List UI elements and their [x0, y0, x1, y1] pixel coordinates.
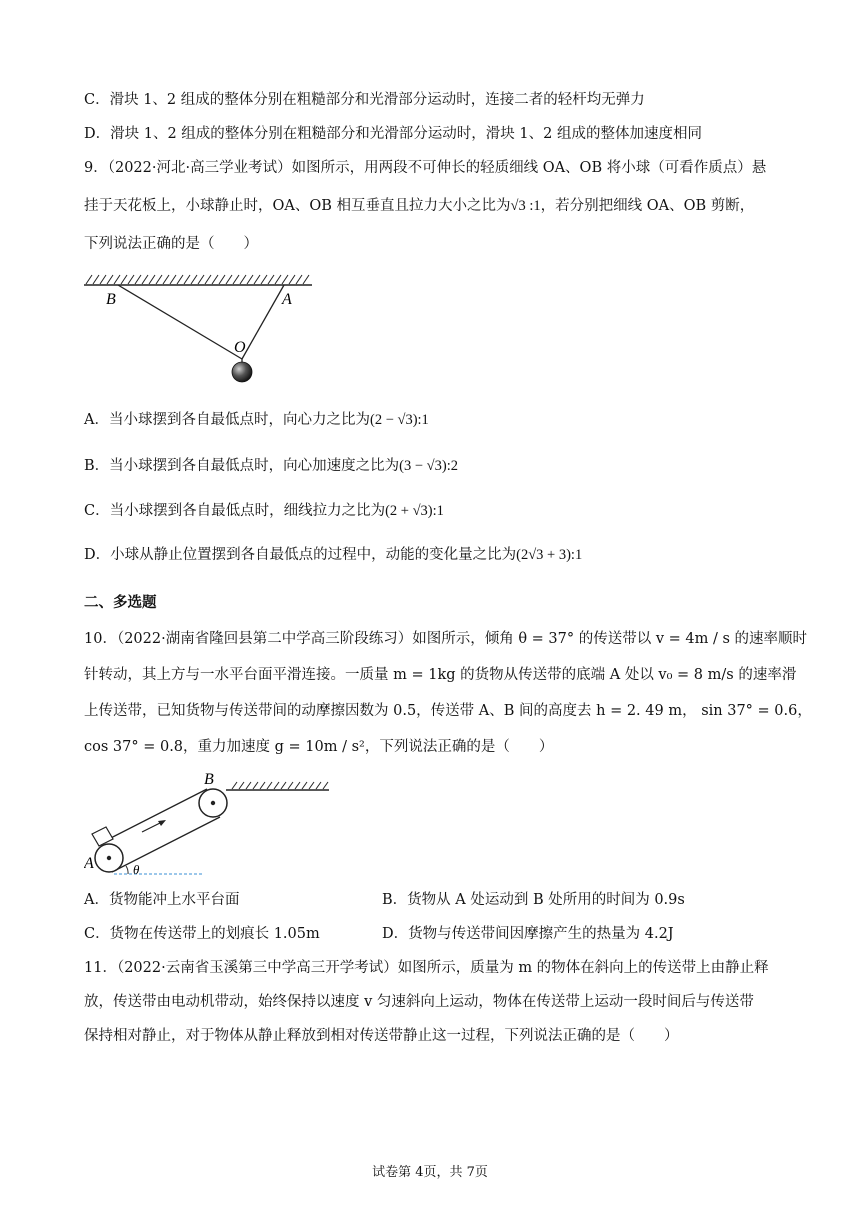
string-ob [118, 285, 242, 359]
ball [232, 362, 252, 382]
label-a: A [84, 855, 94, 872]
q10-stem-line1: 10．（2022·湖南省隆回县第二中学高三阶段练习）如图所示，倾角 θ = 37° 的传送带以 v = 4m / s 的速率顺时 [84, 631, 808, 647]
q10-conveyor-figure [84, 770, 334, 882]
q9-option-a-text: A．当小球摆到各自最低点时，向心力之比为 [84, 412, 370, 428]
q9-option-c-text: C．当小球摆到各自最低点时，细线拉力之比为 [84, 503, 386, 519]
q9-option-d [84, 545, 582, 565]
q9-option-b-math: (3 − √3):2 [399, 458, 458, 474]
q9-option-d-text: D．小球从静止位置摆到各自最低点的过程中，动能的变化量之比为 [84, 547, 517, 563]
q8-option-d: D．滑块 1、2 组成的整体分别在粗糙部分和光滑部分运动时，滑块 1、2 组成的整体加速度相同 [84, 126, 702, 142]
q10-option-a: A．货物能冲上水平台面 [84, 892, 240, 908]
q11-stem-line2: 放，传送带由电动机带动，始终保持以速度 v 匀速斜向上运动，物体在传送带上运动一段时间后与传送带 [84, 994, 754, 1010]
belt-top [99, 789, 207, 844]
q9-option-b [84, 456, 458, 476]
q11-stem-line3: 保持相对静止，对于物体从静止释放到相对传送带静止这一过程，下列说法正确的是（ ） [84, 1028, 679, 1044]
q9-stem-line2-b: ，若分别把细线 OA、OB 剪断， [540, 198, 755, 214]
label-a: A [282, 291, 292, 308]
q9-stem-line1: 9．（2022·河北·高三学业考试）如图所示，用两段不可伸长的轻质细线 OA、OB 将小球（可看作质点）悬 [84, 160, 767, 176]
label-o: O [234, 339, 246, 356]
q9-stem-line3: 下列说法正确的是（ ） [84, 236, 258, 252]
belt-bottom [112, 817, 220, 872]
q9-stem-line2 [84, 196, 754, 216]
q10-option-c: C．货物在传送带上的划痕长 1.05m [84, 926, 320, 942]
theta-arc [126, 866, 128, 874]
q9-option-d-math: (2√3 + 3):1 [516, 547, 583, 563]
q9-option-a [84, 410, 429, 430]
q8-option-c: C．滑块 1、2 组成的整体分别在粗糙部分和光滑部分运动时，连接二者的轻杆均无弹力 [84, 92, 645, 108]
q9-option-b-text: B．当小球摆到各自最低点时，向心加速度之比为 [84, 458, 400, 474]
cargo-box [92, 827, 113, 846]
label-b: B [204, 771, 214, 788]
page-footer: 试卷第 4页，共 7页 [372, 1165, 488, 1180]
q11-stem-line1: 11．（2022·云南省玉溪第三中学高三开学考试）如图所示，质量为 m 的物体在斜向上的传送带上由静止释 [84, 960, 769, 976]
q10-stem-line2: 针转动，其上方与一水平台面平滑连接。一质量 m = 1kg 的货物从传送带的底端 A 处以 v₀ = 8 m/s 的速率滑 [84, 667, 797, 683]
string-oa [242, 285, 284, 359]
q9-option-c-math: (2 + √3):1 [385, 503, 444, 519]
ceiling-hatching [86, 275, 309, 284]
q10-stem-line3: 上传送带，已知货物与传送带间的动摩擦因数为 0.5，传送带 A、B 间的高度去 h = 2. 49 m， sin 37° = 0.6， [84, 703, 812, 719]
q9-pendulum-figure [84, 272, 324, 392]
label-b: B [106, 291, 116, 308]
q9-ratio-math: √3 :1 [510, 198, 541, 214]
platform-hatching [232, 782, 328, 789]
pulley-a-center [107, 856, 111, 860]
q10-option-d: D．货物与传送带间因摩擦产生的热量为 4.2J [382, 926, 674, 942]
q10-option-b: B．货物从 A 处运动到 B 处所用的时间为 0.9s [382, 892, 685, 908]
q10-stem-line4: cos 37° = 0.8，重力加速度 g = 10m / s²，下列说法正确的是（ ） [84, 739, 554, 755]
q9-option-a-math: (2 − √3):1 [369, 412, 429, 428]
q9-option-c [84, 501, 444, 521]
q9-stem-line2-a: 挂于天花板上，小球静止时，OA、OB 相互垂直且拉力大小之比为 [84, 198, 511, 214]
label-theta: θ [133, 862, 140, 877]
pulley-b-center [211, 801, 215, 805]
section-title: 二、多选题 [84, 594, 157, 611]
